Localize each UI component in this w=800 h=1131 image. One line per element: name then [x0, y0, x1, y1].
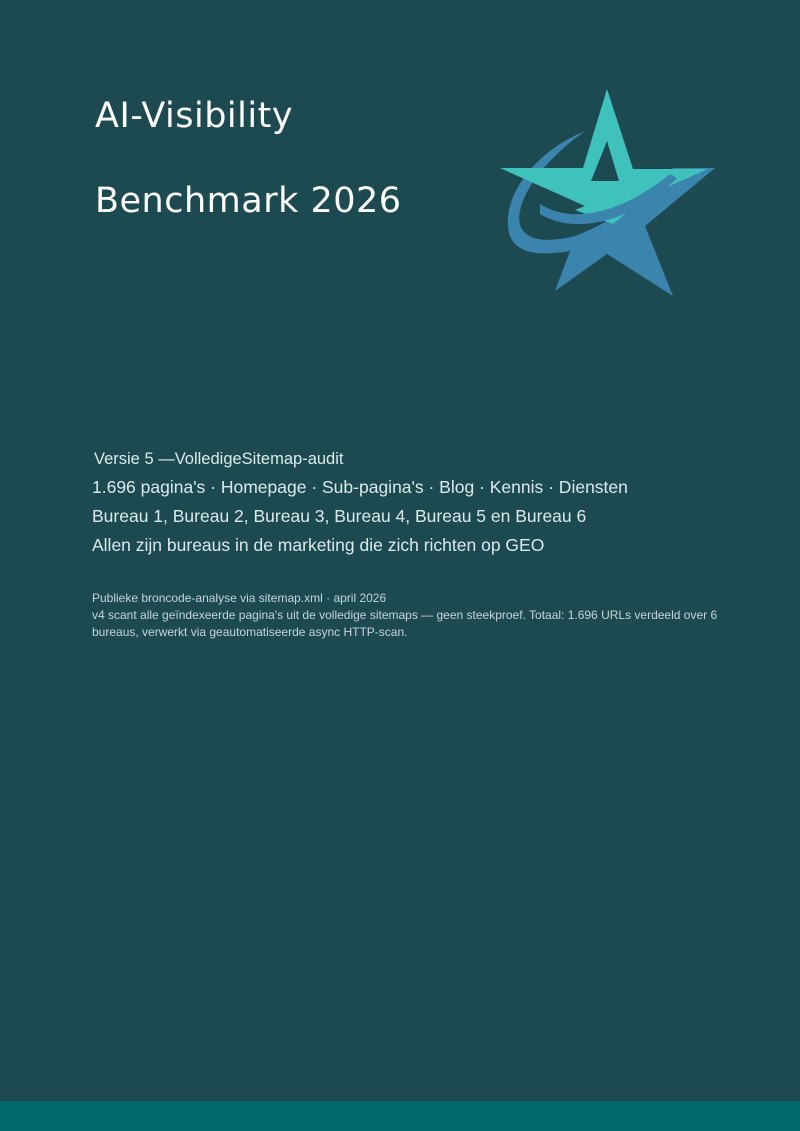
- bureaus-line: Bureau 1, Bureau 2, Bureau 3, Bureau 4, Bureau 5 en Bureau 6: [92, 506, 587, 526]
- meta-block: [92, 590, 722, 641]
- footer-bar: [0, 1101, 800, 1131]
- description-paragraph: v4 scant alle geïndexeerde pagina's uit de volledige sitemaps — geen steekproef. Totaal: 1.696 URLs verdeeld over 6 bureaus, verwerkt via geautomatiseerde async HTTP-scan.: [92, 608, 718, 639]
- star-swoosh-logo-icon: [495, 86, 720, 301]
- source-line: Publieke broncode-analyse via sitemap.xml · april 2026: [92, 591, 387, 605]
- focus-line: Allen zijn bureaus in de marketing die zich richten op GEO: [92, 535, 545, 555]
- title-line-1: AI-Visibility: [95, 96, 294, 137]
- version-line: Versie 5 —VolledigeSitemap-audit: [94, 450, 344, 468]
- title-line-2: Benchmark 2026: [95, 181, 402, 222]
- subtitle-block: [92, 447, 628, 560]
- scope-line: 1.696 pagina's · Homepage · Sub-pagina's · Blog · Kennis · Diensten: [92, 477, 628, 497]
